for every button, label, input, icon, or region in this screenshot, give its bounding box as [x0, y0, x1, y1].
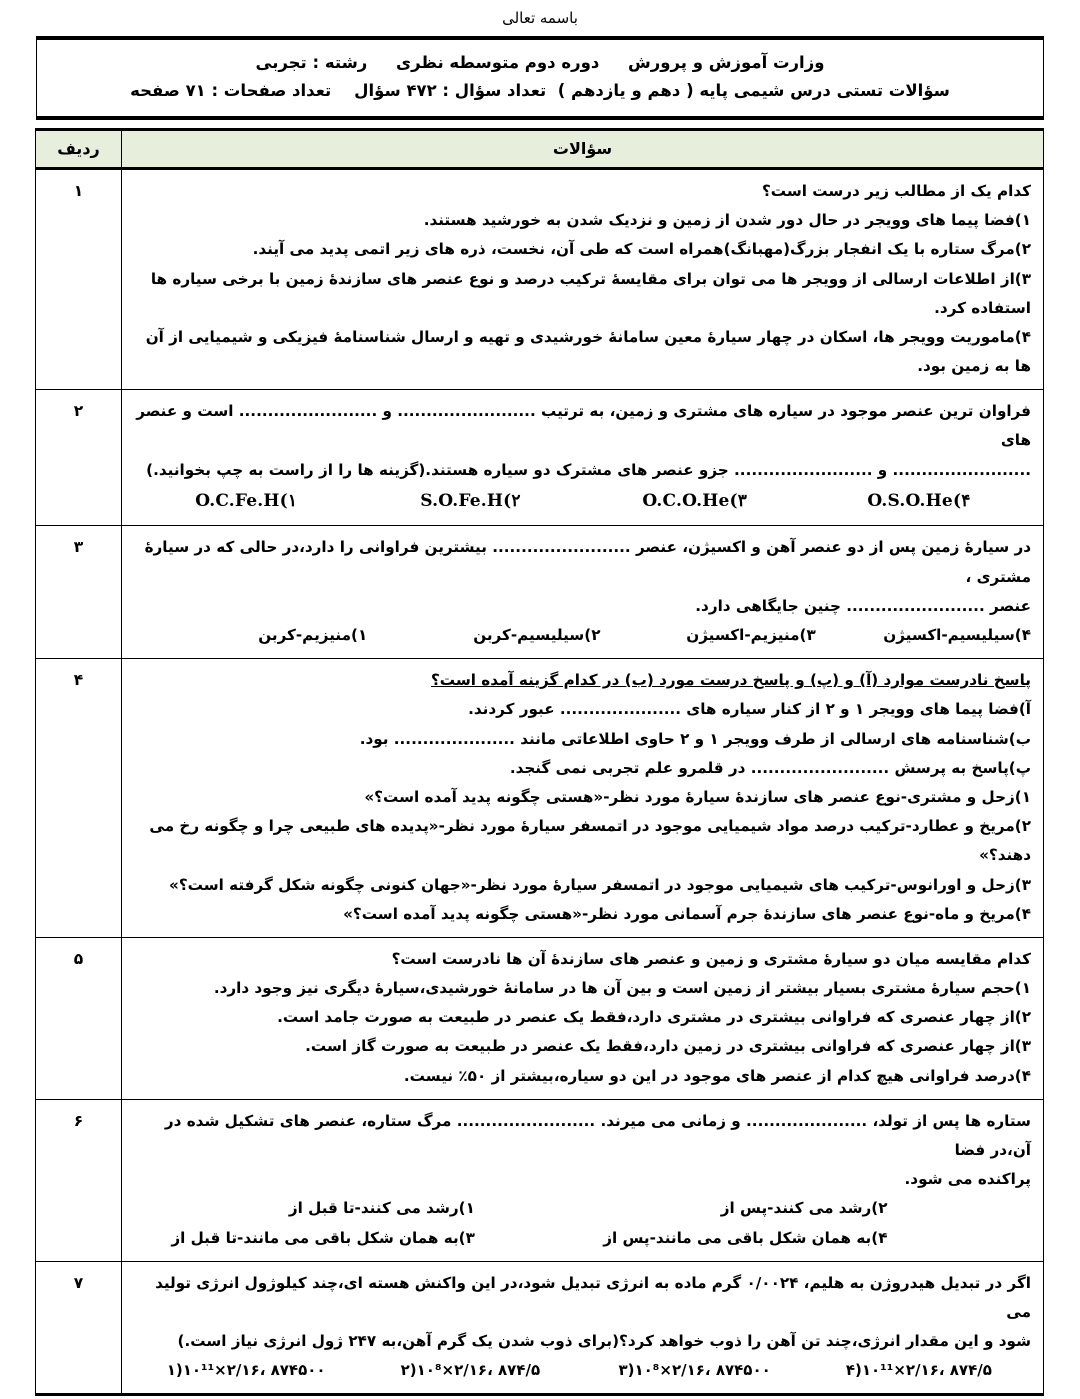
table-header-row	[36, 129, 1044, 168]
header-ministry-line: وزارت آموزش و پرورش دوره دوم متوسطه نظری رشته : تجربی	[255, 53, 825, 72]
question-5-option-3: ۳)از چهار عنصری که فراوانی بیشتری در زمین دارد،فقط یک عنصر در طبیعت به صورت گاز است.	[305, 1037, 1031, 1056]
question-3-option-1: ۱)منیزیم-کربن	[258, 626, 368, 644]
question-2-stem-line-1: فراوان ترین عنصر موجود در سیاره های مشتری و زمین، به ترتیب ........................ و ........................ است و عنصر های	[136, 402, 1031, 450]
table-row	[36, 390, 1044, 526]
question-2-option-1: O.C.Fe.H(۱	[195, 490, 298, 511]
question-3-stem-line-2: عنصر ........................ چنین جایگاهی دارد.	[695, 596, 1031, 615]
question-4-subitem-b: ب)شناسنامه های ارسالی از طرف وویجر ۱ و ۲ حاوی اطلاعاتی مانند ..................... بود.	[359, 729, 1031, 748]
question-3-option-2: ۲)سیلیسیم-کربن	[473, 626, 601, 644]
question-7-option-4: ۸۷۴/۵ ،۲/۱۶×۱۰¹¹(۴	[845, 1361, 992, 1380]
table-body	[36, 168, 1044, 1394]
question-3-cell	[122, 526, 1044, 659]
question-4-number: ۴	[36, 659, 122, 938]
table-row	[36, 937, 1044, 1099]
table-row	[36, 659, 1044, 938]
question-3-option-4: ۴)سیلیسیم-اکسیژن	[883, 626, 1031, 644]
questions-table	[35, 128, 1044, 1396]
question-2-option-3: O.C.O.He(۳	[642, 490, 747, 511]
table-row	[36, 168, 1044, 389]
question-7-stem-line-1: اگر در تبدیل هیدروژن به هلیم، ۰/۰۰۲۴ گرم ماده به انرژی تبدیل شود،در این واکنش هسته ای،چند کیلوژول انرژی تولید می	[155, 1273, 1031, 1321]
question-2-stem-line-2: ........................ و ........................ جزو عنصر های مشترک دو سیاره هستند.(گزینه ها را از راست به چپ بخوانید.)	[146, 460, 1031, 479]
question-5-number: ۵	[36, 937, 122, 1099]
question-1-number: ۱	[36, 168, 122, 389]
header-exam-info-line: سؤالات تستی درس شیمی پایه ( دهم و یازدهم ) تعداد سؤال : ۴۷۲ سؤال تعداد صفحات : ۷۱ صفحه	[130, 81, 950, 101]
question-2-option-2: S.O.Fe.H(۲	[420, 490, 521, 511]
question-3-number: ۳	[36, 526, 122, 659]
question-1-cell	[122, 168, 1044, 389]
question-6-option-4: ۴)به همان شکل باقی می مانند-پس از	[603, 1228, 888, 1247]
question-4-cell	[122, 659, 1044, 938]
question-6-number: ۶	[36, 1099, 122, 1261]
question-3-stem-line-1: در سیارهٔ زمین پس از دو عنصر آهن و اکسیژن، عنصر ........................ بیشترین فراوانی را دارد،در حالی که در سیارهٔ مشتری ،	[144, 538, 1031, 586]
question-6-stem-line-2: پراکنده می شود.	[904, 1170, 1031, 1189]
document-header-box	[36, 36, 1044, 120]
question-7-options-row	[134, 1356, 1031, 1385]
question-7-cell	[122, 1261, 1044, 1394]
question-1-option-4: ۴)ماموریت وویجر ها، اسکان در چهار سیارهٔ معین سامانهٔ خورشیدی و تهیه و ارسال شناسنامهٔ فیزیکی و شیمیایی از آن ها به زمین بود.	[145, 327, 1031, 376]
question-2-option-4: O.S.O.He(۴	[867, 490, 971, 511]
question-1-option-1: ۱)فضا پیما های وویجر در حال دور شدن از زمین و نزدیک شدن به خورشید هستند.	[423, 211, 1031, 230]
question-1-stem: کدام یک از مطالب زیر درست است؟	[761, 181, 1031, 200]
question-4-option-4: ۴)مریخ و ماه-نوع عنصر های سازندهٔ جرم آسمانی مورد نظر-«هستی چگونه پدید آمده است؟»	[343, 904, 1031, 923]
question-3-options-row	[134, 621, 1031, 650]
question-6-option-1: ۱)رشد می کنند-تا قبل از	[288, 1199, 475, 1218]
column-header-row-number: ردیف	[36, 129, 122, 168]
question-4-subitem-p: پ)پاسخ به پرسش ........................ در قلمرو علم تجربی نمی گنجد.	[509, 758, 1031, 777]
question-7-option-3: ۸۷۴۵۰۰ ،۲/۱۶×۱۰⁸(۳	[618, 1361, 771, 1380]
table-row	[36, 1261, 1044, 1394]
question-4-option-2: ۲)مریخ و عطارد-ترکیب درصد مواد شیمیایی موجود در اتمسفر سیارهٔ مورد نظر-«پدیده های طبیعی چرا و چگونه رخ می دهند؟»	[149, 817, 1031, 865]
bismillah-line: باسمه تعالی	[502, 9, 578, 27]
question-4-option-1: ۱)زحل و مشتری-نوع عنصر های سازندهٔ سیارهٔ مورد نظر-«هستی چگونه پدید آمده است؟»	[364, 787, 1031, 806]
question-1-option-3: ۳)از اطلاعات ارسالی از وویجر ها می توان برای مقایسهٔ ترکیب درصد و نوع عنصر های سازندهٔ زمین با برخی سیاره ها استفاده کرد.	[150, 269, 1031, 317]
question-6-stem-line-1: ستاره ها پس از تولد، ..................... و زمانی می میرند. ........................ مرگ ستاره، عنصر های تشکیل شده در آن،در فضا	[164, 1111, 1031, 1159]
question-2-cell	[122, 390, 1044, 526]
question-7-number: ۷	[36, 1261, 122, 1394]
question-2-number: ۲	[36, 390, 122, 526]
question-4-subitem-a: آ)فضا پیما های وویجر ۱ و ۲ از کنار سیاره های ..................... عبور کردند.	[468, 700, 1031, 719]
question-6-options-row-2	[134, 1224, 1031, 1253]
question-7-option-1: ۸۷۴۵۰۰ ،۲/۱۶×۱۰¹¹(۱	[166, 1361, 326, 1380]
question-5-option-4: ۴)درصد فراوانی هیچ کدام از عنصر های موجود در این دو سیاره،بیشتر از ۵۰٪ نیست.	[403, 1066, 1031, 1085]
question-4-stem-text: پاسخ نادرست موارد (آ) و (پ) و پاسخ درست مورد (ب) در کدام گزینه آمده است؟	[430, 671, 1031, 690]
question-6-option-3: ۳)به همان شکل باقی می مانند-تا قبل از	[171, 1228, 475, 1247]
question-7-option-2: ۸۷۴/۵ ،۲/۱۶×۱۰⁸(۲	[400, 1361, 541, 1380]
table-row	[36, 1099, 1044, 1261]
question-6-options-row-1	[134, 1194, 1031, 1223]
question-7-stem-line-2: شود و این مقدار انرژی،چند تن آهن را ذوب خواهد کرد؟(برای ذوب شدن یک گرم آهن،به ۲۴۷ ژول انرژی نیاز است.)	[177, 1332, 1031, 1351]
question-5-stem: کدام مقایسه میان دو سیارهٔ مشتری و زمین و عنصر های سازندهٔ آن ها نادرست است؟	[391, 949, 1031, 968]
question-6-option-2: ۲)رشد می کنند-پس از	[720, 1199, 888, 1218]
question-1-option-2: ۲)مرگ ستاره با یک انفجار بزرگ(مهبانگ)همراه است که طی آن، نخست، ذره های زیر اتمی پدید می آیند.	[252, 240, 1031, 259]
table-header	[36, 129, 1044, 168]
question-5-cell	[122, 937, 1044, 1099]
question-3-option-3: ۳)منیزیم-اکسیژن	[686, 626, 816, 644]
question-5-option-1: ۱)حجم سیارهٔ مشتری بسیار بیشتر از زمین است و بین آن ها در سامانهٔ خورشیدی،سیارهٔ دیگری نیز وجود دارد.	[213, 979, 1031, 998]
question-6-cell	[122, 1099, 1044, 1261]
question-5-option-2: ۲)از چهار عنصری که فراوانی بیشتری در مشتری دارد،فقط یک عنصر در طبیعت به صورت جامد است.	[277, 1008, 1031, 1027]
question-4-option-3: ۳)زحل و اورانوس-ترکیب های شیمیایی موجود در اتمسفر سیارهٔ مورد نظر-«جهان کنونی چگونه شکل گرفته است؟»	[169, 875, 1031, 894]
question-2-options-row	[134, 485, 1031, 518]
question-4-stem	[134, 666, 1031, 695]
table-row	[36, 526, 1044, 659]
column-header-questions: سؤالات	[122, 129, 1044, 168]
